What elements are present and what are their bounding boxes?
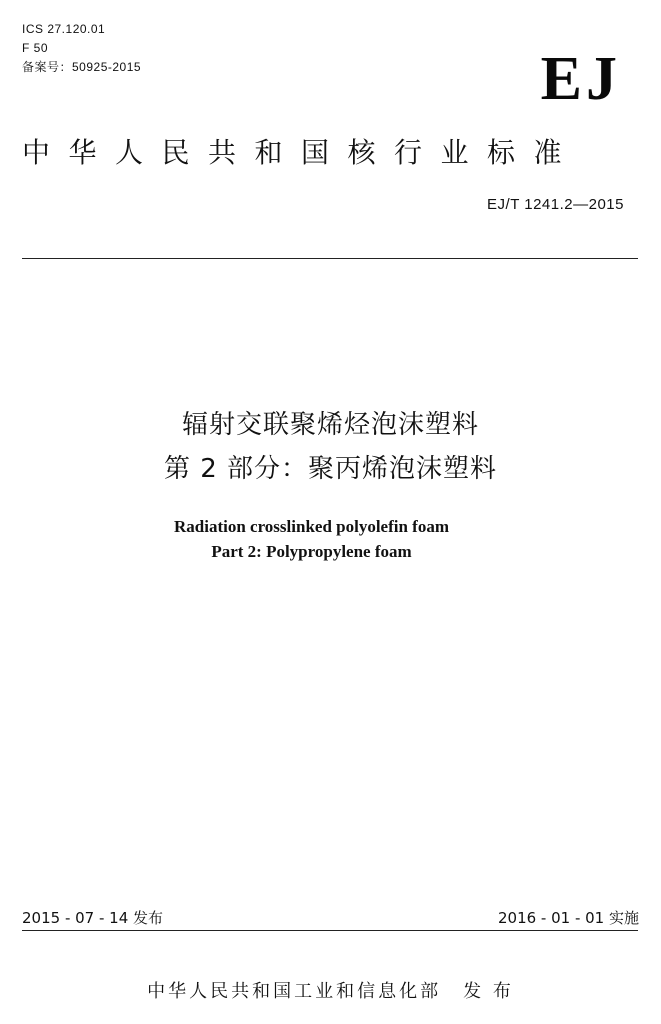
english-title-line-1: Radiation crosslinked polyolefin foam [173,517,450,536]
implementation-date: 2016 - 01 - 01 实施 [497,909,639,927]
ej-logo: EJ [540,45,621,113]
chinese-title-line-2: 第 2 部分：聚丙烯泡沫塑料 [163,454,498,484]
publisher-line [0,980,661,1004]
classification-code: F 50 [22,41,49,55]
organization-title: 中华人民共和国核行业标准 [22,136,581,169]
publisher-action: 发 布 [463,981,514,1002]
issue-date: 2015 - 07 - 14 发布 [22,909,164,927]
ics-code: ICS 27.120.01 [22,22,106,36]
publisher-name: 中华人民共和国工业和信息化部 [147,981,442,1002]
record-number: 备案号：50925-2015 [22,60,142,74]
chinese-title-line-1: 辐射交联聚烯烃泡沫塑料 [181,410,479,440]
top-divider [22,258,638,259]
english-title-line-2: Part 2: Polypropylene foam [211,542,412,561]
bottom-divider [22,930,638,931]
standard-code: EJ/T 1241.2—2015 [487,196,624,213]
